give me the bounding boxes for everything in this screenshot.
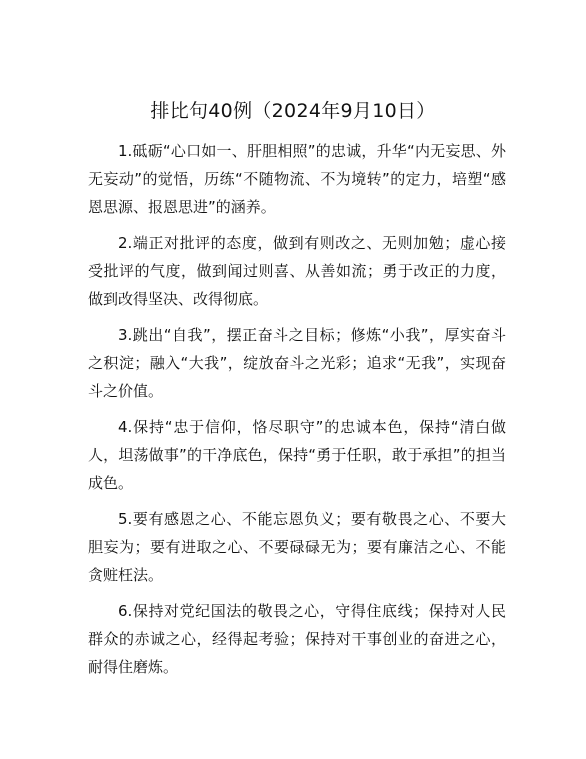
paragraph-3: 3.跳出“自我”，摆正奋斗之目标；修炼“小我”，厚实奋斗之积淀；融入“大我”，绽放奋斗之光彩；追求“无我”，实现奋斗之价值。 xyxy=(88,326,506,400)
document-body xyxy=(88,137,506,689)
paragraph-6: 6.保持对党纪国法的敬畏之心，守得住底线；保持对人民群众的赤诚之心，经得起考验；保持对干事创业的奋进之心，耐得住磨炼。 xyxy=(88,602,506,676)
paragraph-1: 1.砥砺“心口如一、肝胆相照”的忠诚，升华“内无妄思、外无妄动”的觉悟，历练“不随物流、不为境转”的定力，培塑“感恩思源、报恩思进”的涵养。 xyxy=(88,142,506,216)
document-title: 排比句40例（2024年9月10日） xyxy=(150,100,436,122)
paragraph-4: 4.保持“忠于信仰，恪尽职守”的忠诚本色，保持“清白做人，坦荡做事”的干净底色，保持“勇于任职，敢于承担”的担当成色。 xyxy=(88,418,506,492)
paragraph-2: 2.端正对批评的态度，做到有则改之、无则加勉；虚心接受批评的气度，做到闻过则喜、从善如流；勇于改正的力度，做到改得坚决、改得彻底。 xyxy=(88,234,506,308)
paragraph-5: 5.要有感恩之心、不能忘恩负义；要有敬畏之心、不要大胆妄为；要有进取之心、不要碌碌无为；要有廉洁之心、不能贪赃枉法。 xyxy=(88,510,506,584)
